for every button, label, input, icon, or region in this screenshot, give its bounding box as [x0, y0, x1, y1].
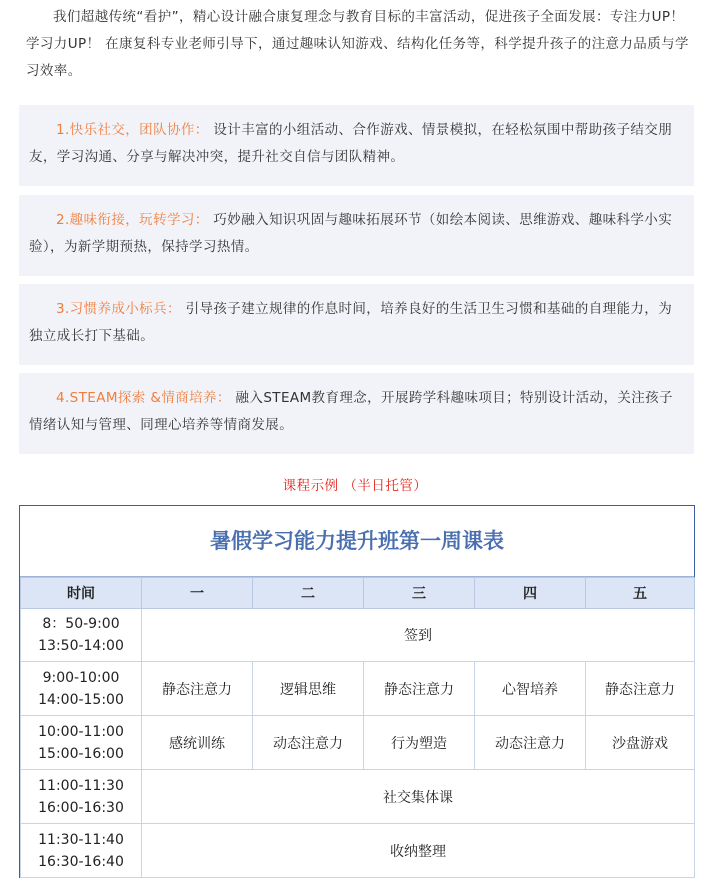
header-cell-fri: 五	[586, 578, 695, 609]
timetable	[20, 577, 695, 878]
feature-text: 巧妙融入知识巩固与趣味拓展环节（如绘本阅读、思维游戏、趣味科学小实验），为新学期预热，保持学习热情。	[29, 212, 673, 255]
time-cell	[21, 609, 142, 662]
time-cell	[21, 662, 142, 716]
feature-title: 2.趣味衔接，玩转学习：	[56, 212, 209, 228]
activity-cell: 行为塑造	[364, 716, 475, 770]
time-cell	[21, 770, 142, 824]
intro-paragraph: 我们超越传统“看护”，精心设计融合康复理念与教育目标的丰富活动，促进孩子全面发展：专注力UP！学习力UP！ 在康复科专业老师引导下，通过趣味认知游戏、结构化任务等，科学提升孩子的注意力品质与学习效率。	[26, 9, 689, 79]
activity-cell: 静态注意力	[142, 662, 253, 716]
activity-cell: 静态注意力	[364, 662, 475, 716]
activity-cell: 逻辑思维	[253, 662, 364, 716]
activity-cell: 静态注意力	[586, 662, 695, 716]
feature-text: 引导孩子建立规律的作息时间，培养良好的生活卫生习惯和基础的自理能力，为独立成长打下基础。	[29, 301, 673, 344]
feature-card-steam	[19, 373, 694, 454]
feature-card-social	[19, 105, 694, 186]
time-slot-morning: 8：50-9:00	[42, 616, 120, 632]
header-cell-mon: 一	[142, 578, 253, 609]
schedule-title: 暑假学习能力提升班第一周课表	[20, 506, 694, 577]
activity-cell: 签到	[142, 609, 695, 662]
activity-cell: 动态注意力	[475, 716, 586, 770]
activity-cell: 沙盘游戏	[586, 716, 695, 770]
header-cell-thu: 四	[475, 578, 586, 609]
feature-text: 设计丰富的小组活动、合作游戏、情景模拟，在轻松氛围中帮助孩子结交朋友，学习沟通、分享与解决冲突，提升社交自信与团队精神。	[29, 122, 673, 165]
feature-title: 3.习惯养成小标兵：	[56, 301, 181, 317]
time-slot-morning: 10:00-11:00	[38, 723, 124, 740]
activity-cell: 感统训练	[142, 716, 253, 770]
table-row	[21, 609, 695, 662]
feature-card-learning	[19, 195, 694, 276]
time-slot-afternoon: 15:00-16:00	[38, 745, 124, 762]
header-row	[21, 578, 695, 609]
feature-text: 融入STEAM教育理念，开展跨学科趣味项目；特别设计活动，关注孩子情绪认知与管理、同理心培养等情商发展。	[29, 390, 673, 433]
table-row	[21, 662, 695, 716]
table-row	[21, 770, 695, 824]
time-slot-afternoon: 14:00-15:00	[38, 691, 124, 708]
header-cell-tue: 二	[253, 578, 364, 609]
feature-title: 1.快乐社交，团队协作：	[56, 122, 209, 138]
feature-card-habits	[19, 284, 694, 365]
time-slot-afternoon: 16:30-16:40	[38, 853, 124, 870]
schedule-caption: 课程示例 （半日托管）	[282, 478, 428, 494]
time-cell	[21, 716, 142, 770]
activity-cell: 心智培养	[475, 662, 586, 716]
feature-title: 4.STEAM探索 &情商培养：	[56, 390, 231, 406]
header-cell-time: 时间	[21, 578, 142, 609]
time-cell	[21, 824, 142, 878]
time-slot-morning: 11:30-11:40	[38, 831, 124, 848]
table-row	[21, 824, 695, 878]
time-slot-morning: 9:00-10:00	[42, 669, 120, 686]
activity-cell: 社交集体课	[142, 770, 695, 824]
header-cell-wed: 三	[364, 578, 475, 609]
activity-cell: 动态注意力	[253, 716, 364, 770]
time-slot-afternoon: 13:50-14:00	[38, 638, 124, 654]
activity-cell: 收纳整理	[142, 824, 695, 878]
time-slot-afternoon: 16:00-16:30	[38, 799, 124, 816]
schedule-table	[19, 505, 695, 878]
time-slot-morning: 11:00-11:30	[38, 777, 124, 794]
table-row	[21, 716, 695, 770]
